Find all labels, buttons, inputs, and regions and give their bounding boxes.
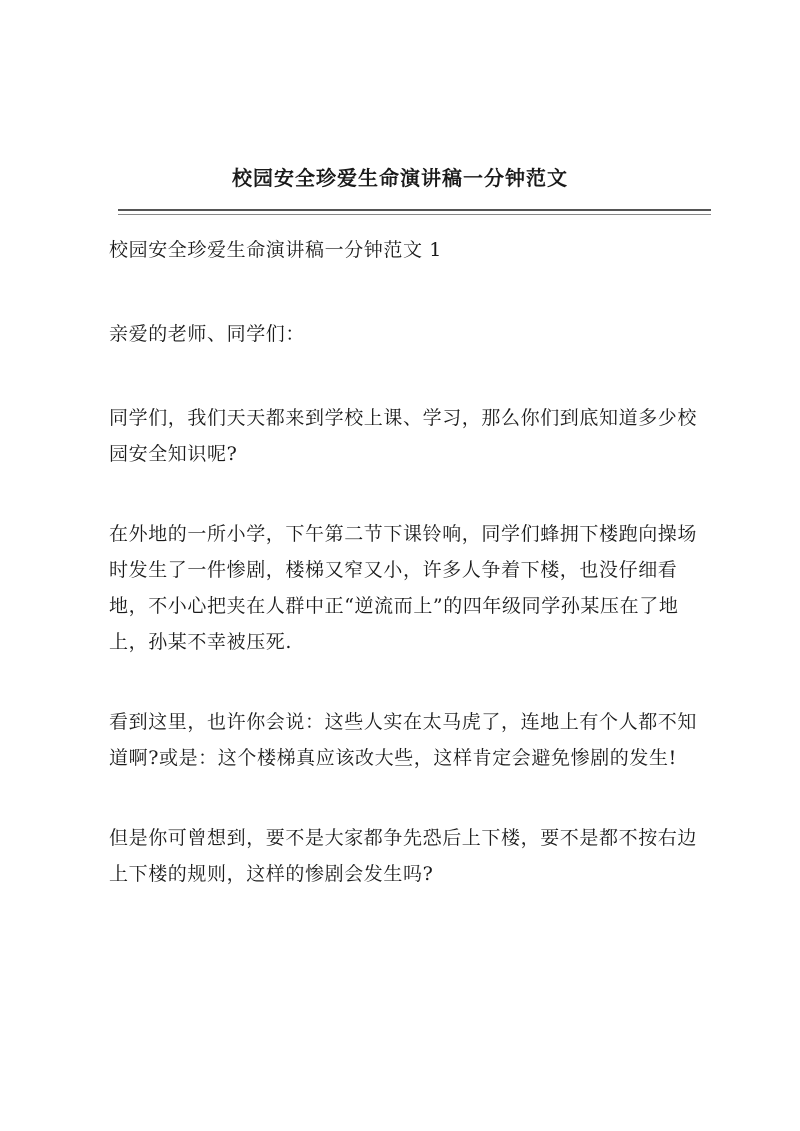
body-paragraph: 看到这里，也许你会说：这些人实在太马虎了，连地上有个人都不知道啊?或是：这个楼梯真应该改大些，这样肯定会避免惨剧的发生! [109, 711, 698, 769]
title-divider-thin [118, 214, 711, 215]
title-divider [118, 209, 711, 211]
section-heading: 校园安全珍爱生命演讲稿一分钟范文 1 [109, 239, 442, 261]
document-body [109, 232, 713, 936]
body-paragraph: 在外地的一所小学，下午第二节下课铃响，同学们蜂拥下楼跑向操场时发生了一件惨剧，楼梯又窄又小，许多人争着下楼，也没仔细看地，不小心把夹在人群中正“逆流而上”的四年级同学孙某压在了地上，孙某不幸被压死. [109, 523, 698, 653]
document-title: 校园安全珍爱生命演讲稿一分钟范文 [232, 166, 568, 190]
body-paragraph: 同学们，我们天天都来到学校上课、学习，那么你们到底知道多少校园安全知识呢? [109, 407, 698, 465]
body-paragraph: 但是你可曾想到，要不是大家都争先恐后上下楼，要不是都不按右边上下楼的规则，这样的惨剧会发生吗? [109, 827, 698, 885]
greeting-paragraph: 亲爱的老师、同学们： [109, 323, 306, 345]
